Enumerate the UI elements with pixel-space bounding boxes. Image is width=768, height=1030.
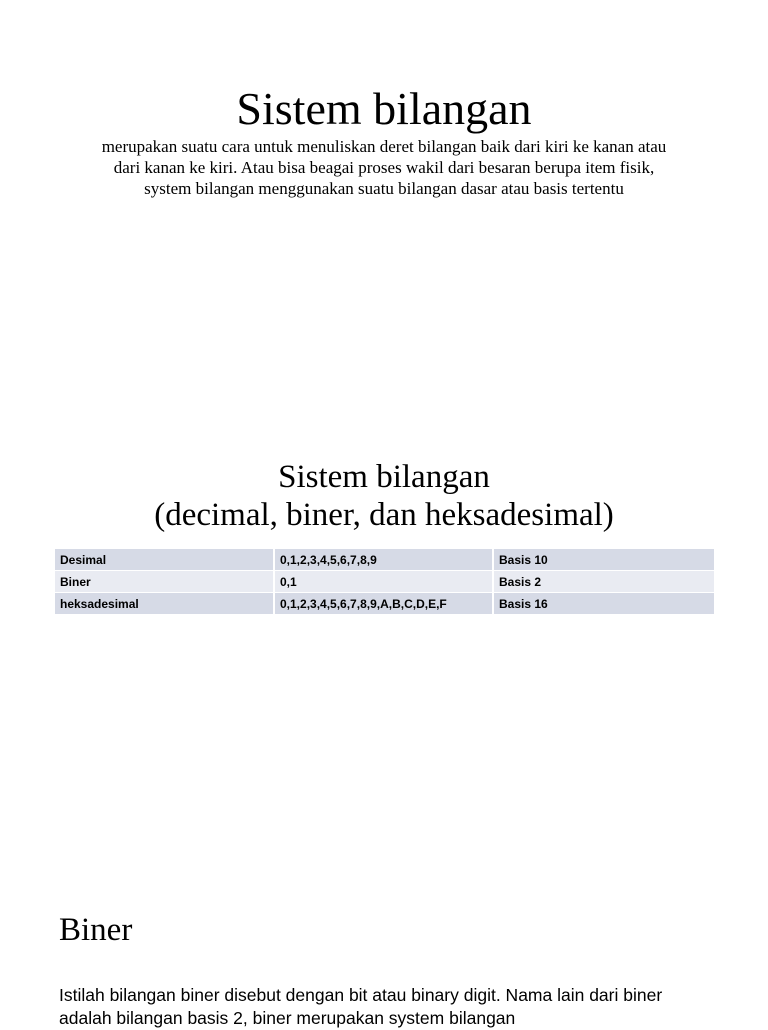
slide-subtitle: merupakan suatu cara untuk menuliskan deret bilangan baik dari kiri ke kanan atau dari kanan ke kiri. Atau bisa beagai proses wakil dari besaran berupa item fisik, system bilangan menggunakan suatu bilangan dasar atau basis tertentu xyxy=(101,137,667,198)
table-cell-digits: 0,1,2,3,4,5,6,7,8,9 xyxy=(275,549,492,570)
slide-body-text: Istilah bilangan biner disebut dengan bit atau binary digit. Nama lain dari biner adalah bilangan basis 2, biner merupakan system bilangan xyxy=(59,985,663,1028)
slide-title: Sistem bilangan xyxy=(236,83,532,134)
table-row xyxy=(55,571,714,592)
table-cell-name: Desimal xyxy=(55,549,273,570)
slide-title: Biner xyxy=(59,912,133,948)
table-cell-name: Biner xyxy=(55,571,273,592)
table-row xyxy=(55,593,714,614)
table-cell-digits: 0,1 xyxy=(275,571,492,592)
slide-title xyxy=(0,458,768,534)
table-cell-basis: Basis 16 xyxy=(494,593,714,614)
slide-title-line-1: Sistem bilangan xyxy=(278,459,490,495)
table-cell-digits: 0,1,2,3,4,5,6,7,8,9,A,B,C,D,E,F xyxy=(275,593,492,614)
table-cell-name: heksadesimal xyxy=(55,593,273,614)
number-system-table xyxy=(53,548,716,615)
table-cell-basis: Basis 2 xyxy=(494,571,714,592)
table-cell-basis: Basis 10 xyxy=(494,549,714,570)
table-row xyxy=(55,549,714,570)
slide-title-line-2: (decimal, biner, dan heksadesimal) xyxy=(154,497,614,533)
